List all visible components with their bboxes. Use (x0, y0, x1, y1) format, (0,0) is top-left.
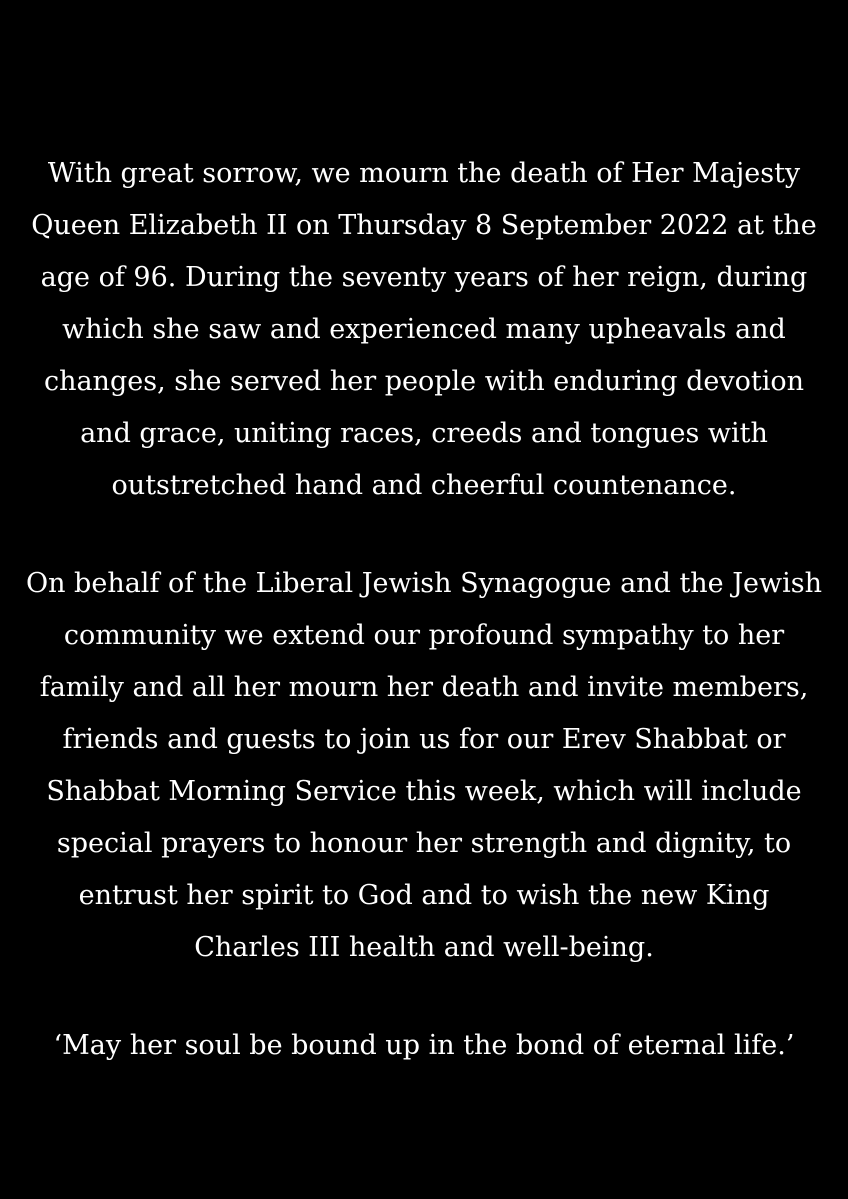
text-line: entrust her spirit to God and to wish the new King (78, 880, 770, 911)
text-line: Queen Elizabeth II on Thursday 8 September 2022 at the (31, 210, 817, 241)
text-line: With great sorrow, we mourn the death of Her Majesty (47, 158, 801, 189)
text-line: outstretched hand and cheerful countenance. (111, 470, 737, 501)
invitation-paragraph (0, 558, 848, 974)
text-line: family and all her mourn her death and invite members, (39, 672, 809, 703)
closing-blessing (0, 1020, 848, 1072)
text-line: special prayers to honour her strength and dignity, to (56, 828, 792, 859)
text-line: Shabbat Morning Service this week, which will include (46, 776, 802, 807)
text-line: On behalf of the Liberal Jewish Synagogue and the Jewish (25, 568, 823, 599)
text-line: which she saw and experienced many upheavals and (62, 314, 786, 345)
text-line: Charles III health and well-being. (194, 932, 654, 963)
text-line: ‘May her soul be bound up in the bond of eternal life.’ (53, 1030, 795, 1061)
condolence-paragraph (0, 148, 848, 512)
text-line: age of 96. During the seventy years of her reign, during (40, 262, 808, 293)
text-line: friends and guests to join us for our Erev Shabbat or (62, 724, 786, 755)
text-line: and grace, uniting races, creeds and tongues with (80, 418, 768, 449)
text-line: changes, she served her people with enduring devotion (43, 366, 805, 397)
text-line: community we extend our profound sympathy to her (63, 620, 785, 651)
